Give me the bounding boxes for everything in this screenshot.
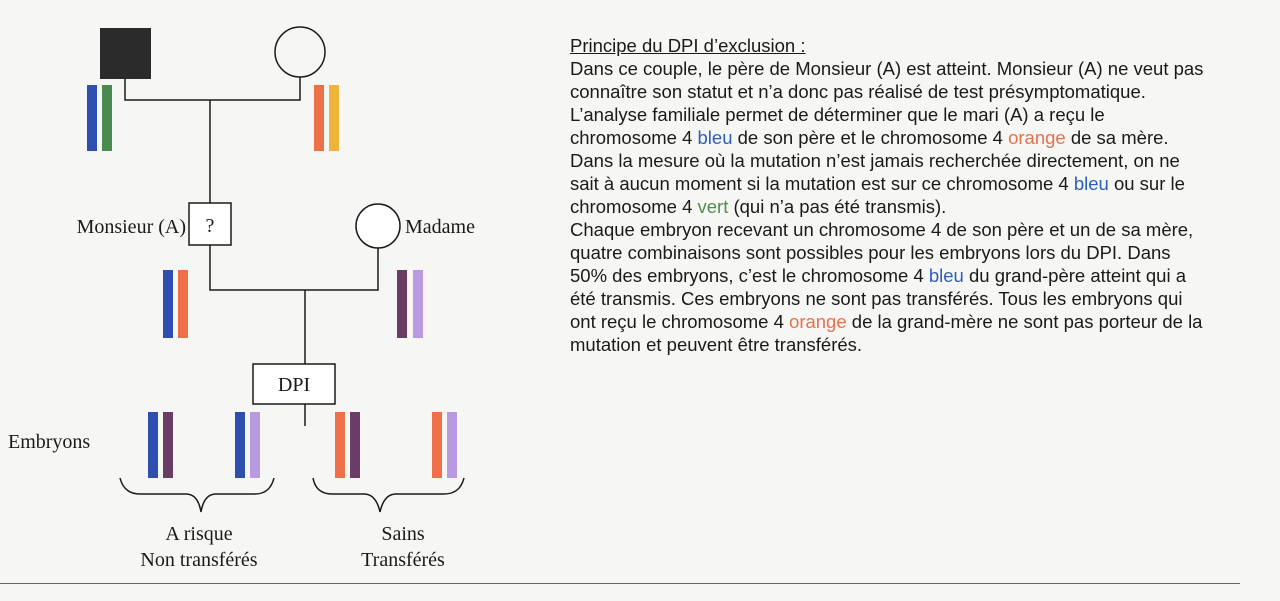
colored-word: vert	[697, 196, 729, 217]
madame-circle	[356, 204, 400, 248]
text-segment: de son père et le chromosome 4	[732, 127, 1009, 148]
monsieur-label: Monsieur (A)	[76, 216, 186, 238]
explanation-panel	[570, 34, 1210, 356]
text-segment: ou sur le chromosome 4	[570, 173, 1185, 217]
madame-label: Madame	[405, 216, 475, 238]
explanation-paragraph-1: Dans ce couple, le père de Monsieur (A) est atteint. Monsieur (A) ne veut pas connaître son statut et n’a donc pas réalisé de test présymptomatique.	[570, 58, 1204, 102]
group-healthy-line1: Sains	[381, 523, 425, 545]
colored-word: bleu	[928, 265, 964, 286]
chromosome-purple	[397, 270, 407, 338]
explanation-title: Principe du DPI d’exclusion :	[570, 35, 806, 56]
chromosome-blue	[148, 412, 158, 478]
colored-word: bleu	[697, 127, 733, 148]
chromosome-orange	[432, 412, 442, 478]
chromosome-orange	[178, 270, 188, 338]
chromosome-lavender	[413, 270, 423, 338]
embryos-label: Embryons	[8, 431, 91, 453]
chromosome-orange	[314, 85, 324, 151]
brace-healthy	[313, 478, 464, 512]
dpi-label: DPI	[277, 374, 311, 396]
chromosome-purple	[350, 412, 360, 478]
monsieur-status: ?	[205, 215, 215, 237]
bottom-divider	[0, 583, 1240, 584]
grandfather-affected-square	[100, 28, 151, 79]
text-segment: L’analyse familiale permet de déterminer que le mari (A) a reçu le chromosome 4	[570, 104, 1105, 148]
text-segment: (qui n’a pas été transmis).	[728, 196, 947, 217]
group-at-risk-line2: Non transférés	[140, 549, 258, 571]
chromosome-blue	[163, 270, 173, 338]
chromosome-green	[102, 85, 112, 151]
chromosome-blue	[235, 412, 245, 478]
chromosome-blue	[87, 85, 97, 151]
text-segment: de la grand-mère ne sont pas porteur de la mutation et peuvent être transférés.	[570, 311, 1203, 355]
text-segment: de sa mère. Dans la mesure où la mutation n’est jamais recherchée directement, on ne sait à aucun moment si la mutation est sur ce chromosome 4	[570, 127, 1180, 194]
colored-word: orange	[1008, 127, 1066, 148]
chromosome-purple	[163, 412, 173, 478]
explanation-paragraph-3	[570, 218, 1210, 356]
chromosome-lavender	[447, 412, 457, 478]
chromosome-orange	[335, 412, 345, 478]
explanation-paragraph-2	[570, 103, 1210, 218]
grandmother-circle	[275, 27, 325, 77]
chromosome-lavender	[250, 412, 260, 478]
text-segment: du grand-père atteint qui a été transmis. Ces embryons ne sont pas transférés. Tous les embryons qui ont reçu le chromosome 4	[570, 265, 1186, 332]
couple-marriage-line	[210, 245, 378, 290]
colored-word: orange	[789, 311, 847, 332]
group-healthy-line2: Transférés	[361, 549, 445, 571]
text-segment: Chaque embryon recevant un chromosome 4 de son père et un de sa mère, quatre combinaisons sont possibles pour les embryons lors du DPI. Dans 50% des embryons, c’est le chromosome 4	[570, 219, 1194, 286]
group-at-risk-line1: A risque	[165, 523, 233, 545]
grandparents-marriage-line	[125, 77, 300, 100]
colored-word: bleu	[1073, 173, 1109, 194]
pedigree-diagram	[0, 0, 560, 601]
brace-at-risk	[120, 478, 274, 512]
chromosome-yellow	[329, 85, 339, 151]
